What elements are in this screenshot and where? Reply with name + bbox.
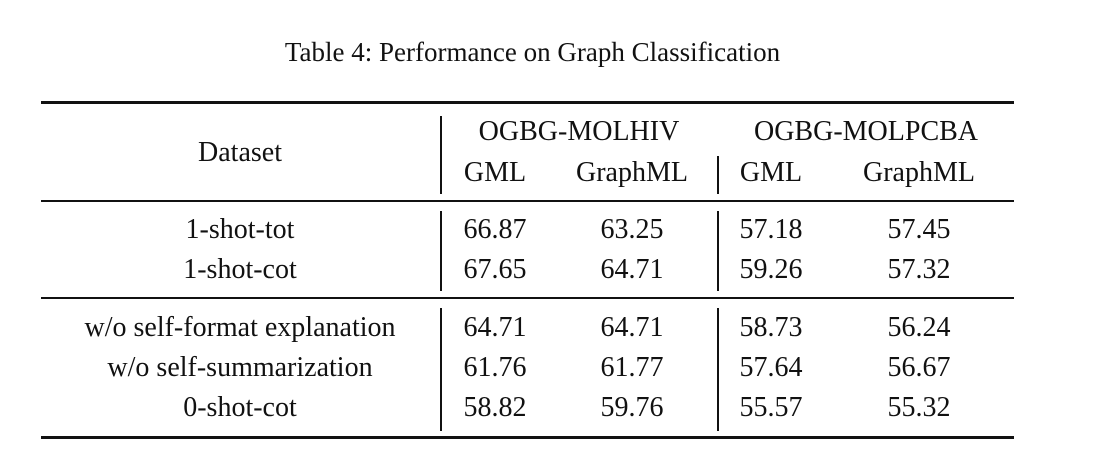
row-label: w/o self-summarization <box>107 352 373 383</box>
header-group-molhiv: OGBG-MOLHIV <box>478 116 680 147</box>
value-cell: 61.77 <box>600 352 664 383</box>
header-sub-graphml-molhiv: GraphML <box>576 157 688 188</box>
value-cell: 58.82 <box>463 392 527 423</box>
value-cell: 63.25 <box>600 214 664 245</box>
value-cell: 61.76 <box>463 352 527 383</box>
row-label: w/o self-format explanation <box>84 312 396 343</box>
row-label: 1-shot-cot <box>183 254 297 285</box>
table-caption: Table 4: Performance on Graph Classification <box>284 37 781 67</box>
value-cell: 59.76 <box>600 392 664 423</box>
value-cell: 57.32 <box>887 254 951 285</box>
header-rule <box>41 200 1014 202</box>
bottom-rule <box>41 436 1014 439</box>
value-cell: 67.65 <box>463 254 527 285</box>
section1-separator-left <box>440 211 442 291</box>
header-sub-gml-molhiv: GML <box>463 157 527 188</box>
value-cell: 57.45 <box>887 214 951 245</box>
value-cell: 64.71 <box>600 254 664 285</box>
section1-separator-mid <box>717 211 719 291</box>
value-cell: 55.57 <box>739 392 803 423</box>
value-cell: 66.87 <box>463 214 527 245</box>
header-dataset: Dataset <box>198 137 282 168</box>
value-cell: 56.67 <box>887 352 951 383</box>
section2-separator-left <box>440 308 442 431</box>
header-sub-graphml-molpcba: GraphML <box>863 157 975 188</box>
top-rule <box>41 101 1014 104</box>
value-cell: 58.73 <box>739 312 803 343</box>
row-label: 0-shot-cot <box>183 392 297 423</box>
value-cell: 56.24 <box>887 312 951 343</box>
value-cell: 64.71 <box>463 312 527 343</box>
value-cell: 57.64 <box>739 352 803 383</box>
header-group-molpcba: OGBG-MOLPCBA <box>753 116 979 147</box>
section2-separator-mid <box>717 308 719 431</box>
value-cell: 64.71 <box>600 312 664 343</box>
header-sub-gml-molpcba: GML <box>739 157 803 188</box>
section-rule <box>41 297 1014 299</box>
row-label: 1-shot-tot <box>185 214 295 245</box>
value-cell: 57.18 <box>739 214 803 245</box>
value-cell: 59.26 <box>739 254 803 285</box>
value-cell: 55.32 <box>887 392 951 423</box>
header-separator-mid <box>717 156 719 194</box>
header-separator-left <box>440 116 442 194</box>
